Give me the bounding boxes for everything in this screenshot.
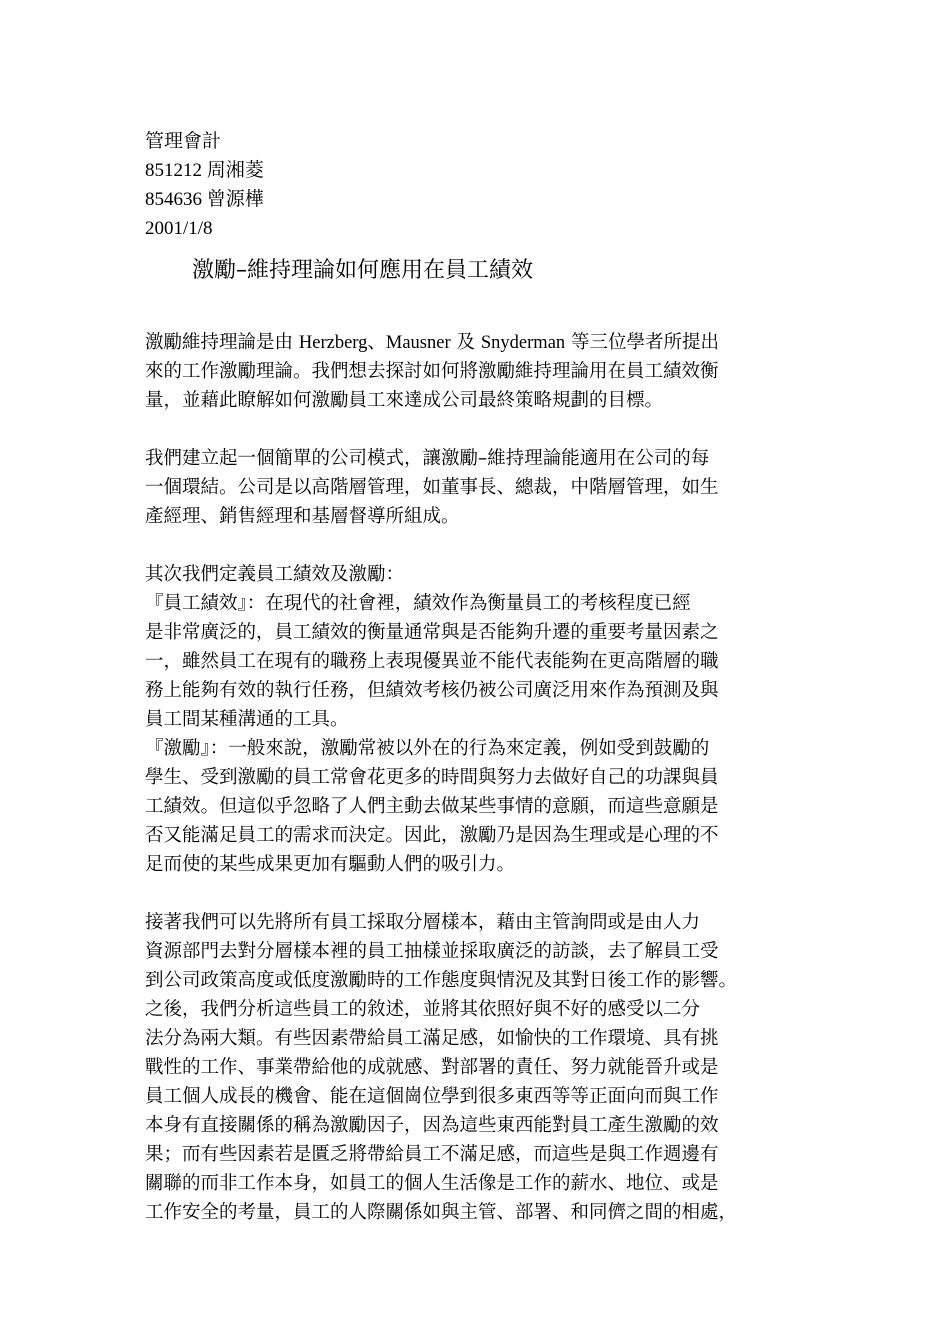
- paragraph-line: 產經理、銷售經理和基層督導所組成。: [145, 506, 460, 527]
- paragraph-line: 一個環結。公司是以高階層管理，如董事長、總裁，中階層管理，如生: [145, 477, 719, 498]
- paragraph: [145, 560, 815, 589]
- paragraph-line: 務上能夠有效的執行任務，但績效考核仍被公司廣泛用來作為預測及與: [145, 680, 719, 701]
- paragraph-line: 『員工績效』：在現代的社會裡，績效作為衡量員工的考核程度已經: [145, 593, 691, 614]
- document-header: [145, 127, 264, 243]
- paragraph-line: 法分為兩大類。有些因素帶給員工滿足感，如愉快的工作環境、具有挑: [145, 1028, 719, 1049]
- paragraph-line: 果；而有些因素若是匱乏將帶給員工不滿足感，而這些是與工作週邊有: [145, 1144, 719, 1165]
- paragraph-line: 『激勵』：一般來說，激勵常被以外在的行為來定義，例如受到鼓勵的: [145, 738, 710, 759]
- paragraph-spacer: [145, 415, 815, 444]
- paragraph: [145, 328, 815, 444]
- paragraph-line: 工作安全的考量，員工的人際關係如與主管、部署、和同儕之間的相處，: [145, 1202, 738, 1223]
- paragraph-line: 足而使的某些成果更加有驅動人們的吸引力。: [145, 854, 516, 875]
- paragraph-line: 來的工作激勵理論。我們想去探討如何將激勵維持理論用在員工績效衡: [145, 361, 719, 382]
- document-title: 激勵–維持理論如何應用在員工績效: [192, 258, 534, 283]
- paragraph-line: 之後，我們分析這些員工的敘述，並將其依照好與不好的感受以二分: [145, 999, 701, 1020]
- paragraph-line: 一，雖然員工在現有的職務上表現優異並不能代表能夠在更高階層的職: [145, 651, 719, 672]
- paragraph-line: 接著我們可以先將所有員工採取分層樣本，藉由主管詢問或是由人力: [145, 912, 701, 933]
- paragraph: [145, 589, 815, 734]
- paragraph-line: 關聯的而非工作本身，如員工的個人生活像是工作的薪水、地位、或是: [145, 1173, 719, 1194]
- paragraph-line: 量，並藉此瞭解如何激勵員工來達成公司最終策略規劃的目標。: [145, 390, 664, 411]
- paragraph-line: 是非常廣泛的，員工績效的衡量通常與是否能夠升遷的重要考量因素之: [145, 622, 719, 643]
- paragraph-line: 否又能滿足員工的需求而決定。因此，激勵乃是因為生理或是心理的不: [145, 825, 719, 846]
- paragraph-line: 我們建立起一個簡單的公司模式，讓激勵–維持理論能適用在公司的每: [145, 448, 710, 469]
- paragraph-line: 其次我們定義員工績效及激勵：: [145, 564, 405, 585]
- paragraph-spacer: [145, 879, 815, 908]
- document-date: 2001/1/8: [145, 218, 213, 239]
- paragraph-line: 激勵維持理論是由 Herzberg、Mausner 及 Snyderman 等三位學者所提出: [145, 332, 720, 353]
- paragraph-line: 到公司政策高度或低度激勵時的工作態度與情況及其對日後工作的影響。: [145, 970, 738, 991]
- paragraph: [145, 444, 815, 560]
- paragraph-line: 本身有直接關係的稱為激勵因子，因為這些東西能對員工產生激勵的效: [145, 1115, 719, 1136]
- author-line-1: 851212 周湘菱: [145, 160, 264, 181]
- paragraph-line: 學生、受到激勵的員工常會花更多的時間與努力去做好自己的功課與員: [145, 767, 719, 788]
- paragraph-line: 資源部門去對分層樣本裡的員工抽樣並採取廣泛的訪談，去了解員工受: [145, 941, 719, 962]
- paragraph: [145, 995, 815, 1227]
- author-line-2: 854636 曾源樺: [145, 189, 264, 210]
- paragraph-line: 員工個人成長的機會、能在這個崗位學到很多東西等等正面向而與工作: [145, 1086, 719, 1107]
- paragraph: [145, 908, 815, 995]
- paragraph-line: 工績效。但這似乎忽略了人們主動去做某些事情的意願，而這些意願是: [145, 796, 719, 817]
- paragraph: [145, 734, 815, 908]
- course-name: 管理會計: [145, 131, 222, 152]
- paragraph-line: 員工間某種溝通的工具。: [145, 709, 349, 730]
- paragraph-line: 戰性的工作、事業帶給他的成就感、對部署的責任、努力就能晉升或是: [145, 1057, 719, 1078]
- document-body: [145, 328, 815, 1227]
- paragraph-spacer: [145, 531, 815, 560]
